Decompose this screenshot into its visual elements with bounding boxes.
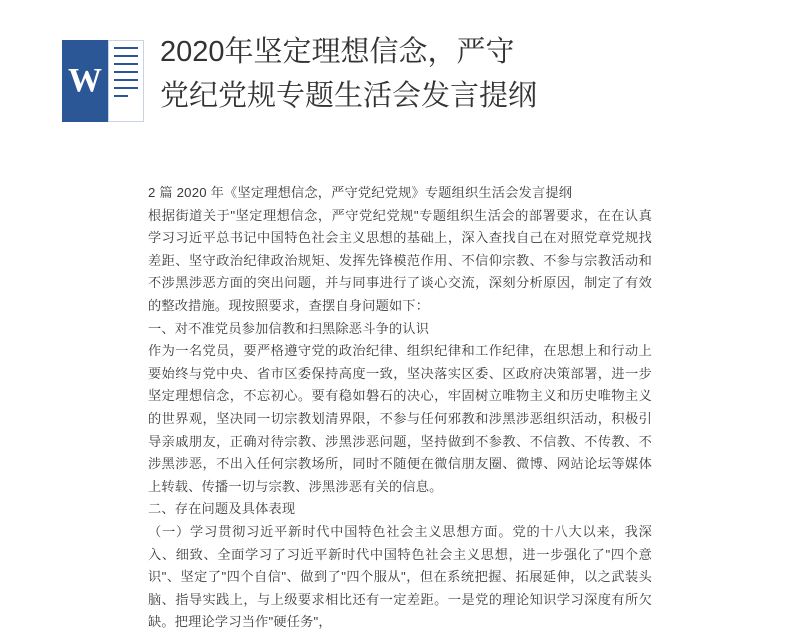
page-title (160, 30, 760, 118)
document-paragraph: 二、存在问题及具体表现 (148, 501, 296, 517)
page-title-line-2: 党纪党规专题生活会发言提纲 (160, 80, 538, 112)
document-body (0, 150, 800, 630)
word-document-icon (62, 40, 144, 122)
page-title-line-1: 2020年坚定理想信念，严守 (160, 36, 515, 68)
word-icon-page-lines (108, 40, 144, 122)
document-paragraph: 作为一名党员，要严格遵守党的政治纪律、组织纪律和工作纪律，在思想上和行动上要始终与党中央、省市区委保持高度一致，坚决落实区委、区政府决策部署，进一步坚定理想信念，不忘初心。要有稳如磐石的决心，牢固树立唯物主义和历史唯物主义的世界观，坚决同一切宗教划清界限，不参与任何邪教和涉黑涉恶组织活动，积极引导亲戚朋友，正确对待宗教、涉黑涉恶问题，坚持做到不参教、不信教、不传教、不涉黑涉恶，不出入任何宗教场所，同时不随便在微信朋友圈、微博、网站论坛等媒体上转载、传播一切与宗教、涉黑涉恶有关的信息。 (148, 343, 652, 494)
document-paragraph: 根据街道关于"坚定理想信念，严守党纪党规"专题组织生活会的部署要求，在在认真学习习近平总书记中国特色社会主义思想的基础上，深入查找自己在对照党章党规找差距、坚守政治纪律政治规矩、发挥先锋模范作用、不信仰宗教、不参与宗教活动和不涉黑涉恶方面的突出问题，并与同事进行了谈心交流，深刻分析原因，制定了有效的整改措施。现按照要求，查摆自身问题如下： (148, 207, 652, 313)
document-paragraph: 2 篇 2020 年《坚定理想信念，严守党纪党规》专题组织生活会发言提纲 (148, 185, 573, 200)
word-icon-line (114, 95, 128, 97)
word-icon-letter: W (68, 62, 102, 99)
word-icon-line (114, 47, 138, 49)
document-text-column (0, 150, 800, 634)
document-paragraph: （一）学习贯彻习近平新时代中国特色社会主义思想方面。党的十八大以来，我深入、细致、全面学习了习近平新时代中国特色社会主义思想，进一步强化了"四个意识"、坚定了"四个自信"、做到了"四个服从"，但在系统把握、拓展延伸，以之武装头脑、指导实践上，与上级要求相比还有一定差距。一是党的理论知识学习深度有所欠缺。把理论学习当作"硬任务"， (148, 523, 652, 630)
word-icon-line (114, 87, 138, 89)
word-icon-line (114, 55, 138, 57)
word-icon-line (114, 71, 138, 73)
word-icon-line (114, 79, 138, 81)
word-icon-letter-block (62, 40, 108, 122)
document-header (0, 0, 800, 150)
word-icon-line (114, 63, 138, 65)
document-paragraph: 一、对不准党员参加信教和扫黑除恶斗争的认识 (148, 320, 430, 336)
